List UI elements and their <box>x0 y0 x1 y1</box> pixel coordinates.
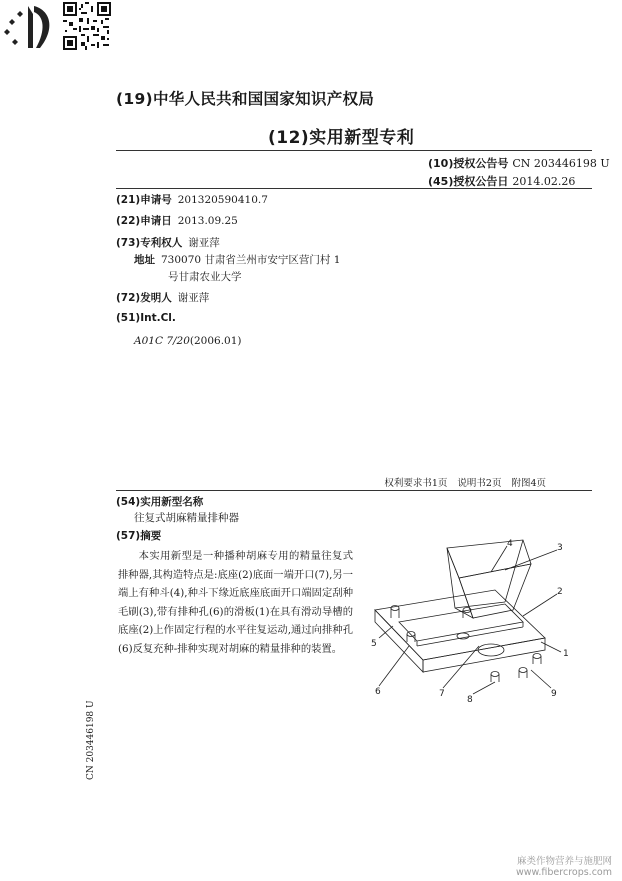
address-line-2-row <box>168 269 242 284</box>
application-date-label: (22)申请日 <box>116 215 172 227</box>
ipc-row <box>134 329 242 348</box>
abstract-text: 本实用新型是一种播种胡麻专用的精量往复式排种器,其构造特点是:底座(2)底面一端开口(7),另一端上有种斗(4),种斗下缘近底座底面开口端固定刮种毛刷(3),带有排种孔(6)的滑板(1)在具有滑动导槽的底座(2)上作固定行程的水平往复运动,通过向排种孔(6)反复充种-排种实现对胡麻的精量排种的装置。 <box>118 550 353 655</box>
abstract-top-rule <box>116 490 592 491</box>
inventor-label: (72)发明人 <box>116 292 172 304</box>
page-summary <box>374 475 546 489</box>
inventor-row <box>116 290 209 305</box>
watermark-line-2: www.fibercrops.com <box>515 867 612 878</box>
drawing-pages: 附图4页 <box>511 478 546 489</box>
side-publication-code: CN 203446198 U <box>86 700 96 780</box>
ipc-version: (2006.01) <box>189 335 242 347</box>
publication-date: 2014.02.26 <box>512 175 576 188</box>
drawing-label-7: 7 <box>439 689 445 699</box>
watermark <box>516 856 612 878</box>
cnipa-emblem-icon <box>0 0 58 50</box>
header-rule <box>116 150 592 151</box>
publication-date-row <box>428 173 575 189</box>
address-line-2: 号甘肃农业大学 <box>168 271 242 283</box>
biblio-top-rule <box>116 188 592 189</box>
description-pages: 说明书2页 <box>457 478 502 489</box>
inventor: 谢亚萍 <box>177 292 210 304</box>
utility-title: 往复式胡麻精量排种器 <box>134 512 239 524</box>
drawing-label-3: 3 <box>557 543 563 553</box>
publication-number-row <box>428 155 610 171</box>
address-label: 地址 <box>134 254 155 266</box>
claims-pages: 权利要求书1页 <box>384 478 448 489</box>
patentee-row <box>116 235 220 250</box>
application-date-row <box>116 213 238 228</box>
application-date: 2013.09.25 <box>177 215 238 227</box>
utility-title-label-row <box>116 494 203 509</box>
application-number-label: (21)申请号 <box>116 194 172 206</box>
patentee-label: (73)专利权人 <box>116 237 183 249</box>
patentee: 谢亚萍 <box>188 237 220 249</box>
address-line-1: 730070 甘肃省兰州市安宁区营门村 1 <box>161 254 341 266</box>
drawing-label-5: 5 <box>371 639 377 649</box>
publication-date-label: (45)授权公告日 <box>428 175 509 188</box>
drawing-label-2: 2 <box>557 587 563 597</box>
document-type: (12)实用新型专利 <box>268 128 415 148</box>
publication-number-label: (10)授权公告号 <box>428 157 509 170</box>
qr-code-icon <box>63 2 111 50</box>
device-drawing <box>355 530 585 712</box>
application-number: 201320590410.7 <box>177 194 268 206</box>
address-row <box>134 252 340 267</box>
drawing-label-6: 6 <box>375 687 381 697</box>
ipc-code: A01C 7/20 <box>134 335 190 347</box>
publication-number: CN 203446198 U <box>512 157 610 170</box>
drawing-label-8: 8 <box>467 695 473 705</box>
office-name: (19)中华人民共和国国家知识产权局 <box>116 90 375 108</box>
application-number-row <box>116 192 268 207</box>
watermark-line-1: 麻类作物营养与施肥网 <box>516 856 612 867</box>
int-cl-label: (51)Int.Cl. <box>116 312 176 324</box>
drawing-label-4: 4 <box>507 539 513 549</box>
utility-title-label: (54)实用新型名称 <box>116 496 204 508</box>
drawing-label-9: 9 <box>551 689 557 699</box>
abstract-label: (57)摘要 <box>116 530 162 542</box>
abstract-label-row <box>116 528 161 543</box>
int-cl-row <box>116 312 176 324</box>
drawing-label-1: 1 <box>563 649 569 659</box>
